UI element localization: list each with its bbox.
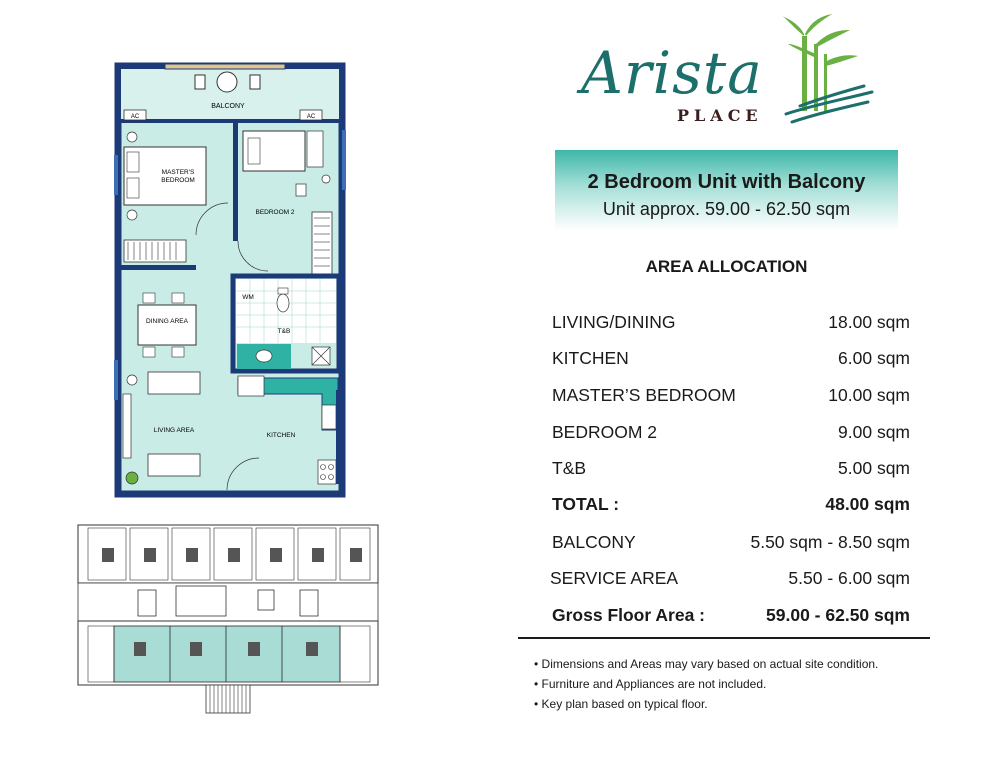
allocation-label: LIVING/DINING	[552, 312, 676, 332]
notes-list	[534, 654, 878, 714]
plan-label-wm: WM	[242, 294, 254, 301]
unit-title: 2 Bedroom Unit with Balcony	[587, 171, 866, 193]
allocation-value: 18.00 sqm	[828, 312, 910, 332]
arista-place-logo	[575, 14, 875, 129]
allocation-label: T&B	[552, 458, 587, 478]
allocation-label: TOTAL :	[552, 494, 620, 514]
unit-banner	[555, 150, 898, 230]
allocation-value: 5.50 sqm - 8.50 sqm	[750, 532, 910, 552]
plan-label-tb: T&B	[277, 328, 291, 335]
plan-label-ac-right: AC	[306, 114, 316, 120]
area-allocation-heading: AREA ALLOCATION	[645, 257, 808, 276]
plan-label-masters-1: MASTER'S	[161, 169, 195, 176]
allocation-value: 5.00 sqm	[838, 458, 910, 478]
unit-subtitle: Unit approx. 59.00 - 62.50 sqm	[602, 199, 851, 219]
plan-label-living: LIVING AREA	[153, 427, 195, 434]
allocation-label: MASTER’S BEDROOM	[552, 385, 736, 405]
allocation-value: 59.00 - 62.50 sqm	[766, 605, 910, 625]
balcony-furniture	[195, 72, 260, 92]
allocation-value: 48.00 sqm	[825, 494, 910, 514]
plan-label-kitchen: KITCHEN	[266, 432, 296, 439]
floor-plan	[110, 60, 350, 500]
allocation-label: Gross Floor Area :	[552, 605, 705, 625]
note-item: • Key plan based on typical floor.	[534, 697, 708, 711]
key-plan	[68, 520, 388, 715]
allocation-value: 9.00 sqm	[838, 422, 910, 442]
note-item: • Dimensions and Areas may vary based on actual site condition.	[534, 657, 879, 671]
plan-label-dining: DINING AREA	[146, 318, 188, 325]
allocation-value: 6.00 sqm	[838, 348, 910, 368]
plan-label-balcony: BALCONY	[211, 103, 245, 110]
allocation-label: KITCHEN	[552, 348, 629, 368]
logo-subtitle: PLACE	[677, 106, 763, 125]
plan-label-bedroom2: BEDROOM 2	[255, 209, 295, 216]
plan-label-masters-2: BEDROOM	[161, 177, 195, 184]
allocation-label: SERVICE AREA	[550, 568, 679, 588]
logo-wordmark: Arista	[581, 39, 763, 107]
allocation-label: BEDROOM 2	[552, 422, 658, 442]
divider-rule	[518, 637, 930, 639]
plan-label-ac-left: AC	[130, 114, 140, 120]
bamboo-icon	[780, 14, 875, 129]
note-item: • Furniture and Appliances are not included.	[534, 677, 767, 691]
allocation-label: BALCONY	[552, 532, 636, 552]
allocation-value: 5.50 - 6.00 sqm	[788, 568, 910, 588]
allocation-value: 10.00 sqm	[828, 385, 910, 405]
